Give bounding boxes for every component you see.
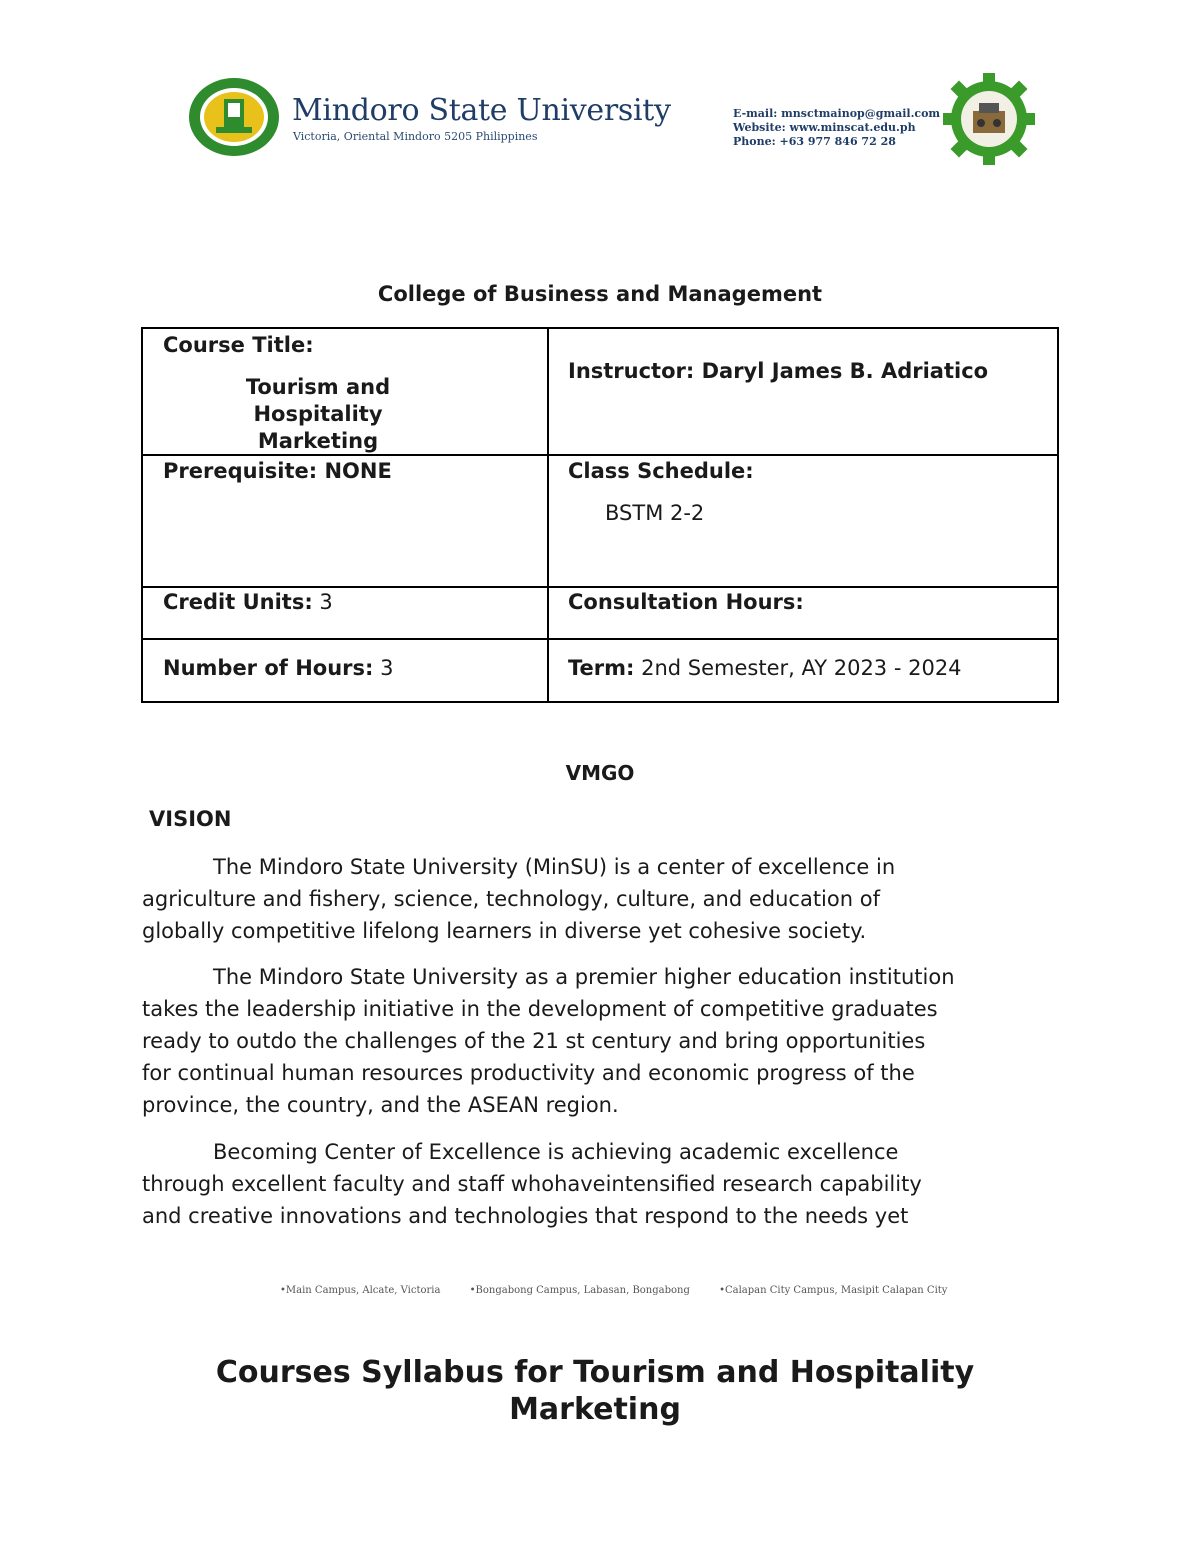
course-info-table [141, 327, 1059, 703]
vision-paragraph-1: The Mindoro State University (MinSU) is a center of excellence in agriculture and fishery, science, technology, culture, and education of globally competitive lifelong learners in diverse yet cohesive society. [142, 855, 896, 943]
contact-website: Website: www.minscat.edu.ph [733, 121, 916, 134]
vision-paragraph-3: Becoming Center of Excellence is achieving academic excellence through excellent faculty and staff whohaveintensified research capability and creative innovations and technologies that respond to the needs yet [142, 1140, 922, 1228]
campus-calapan: •Calapan City Campus, Masipit Calapan City [719, 1285, 948, 1296]
contact-info [733, 107, 940, 149]
prerequisite [163, 459, 392, 483]
campus-main: •Main Campus, Alcate, Victoria [280, 1285, 441, 1296]
class-schedule-label: Class Schedule: [568, 459, 754, 483]
term-value: 2nd Semester, AY 2023 - 2024 [641, 656, 962, 680]
university-address: Victoria, Oriental Mindoro 5205 Philippines [293, 130, 538, 143]
document-title: Courses Syllabus for Tourism and Hospitality Marketing [215, 1355, 975, 1427]
instructor-label: Instructor: [568, 359, 695, 383]
table-divider [143, 586, 1057, 588]
term [568, 656, 962, 680]
campus-bongabong: •Bongabong Campus, Labasan, Bongabong [469, 1285, 690, 1296]
class-schedule-value: BSTM 2-2 [605, 501, 705, 525]
credit-units-label: Credit Units: [163, 590, 313, 614]
credit-units-value: 3 [319, 590, 333, 614]
course-title-label: Course Title: [163, 333, 314, 357]
instructor-value: Daryl James B. Adriatico [701, 359, 989, 383]
instructor [568, 359, 988, 383]
table-divider [143, 638, 1057, 640]
vision-paragraph-2: The Mindoro State University as a premier higher education institution takes the leadership initiative in the development of competitive graduates ready to outdo the challenges of the 21 st century and bring opportunities for continual human resources productivity and economic progress of the province, the country, and the ASEAN region. [142, 965, 955, 1117]
vision-heading: VISION [149, 807, 232, 831]
consultation-hours-label: Consultation Hours: [568, 590, 804, 614]
term-label: Term: [568, 656, 635, 680]
prerequisite-label: Prerequisite: [163, 459, 318, 483]
college-gear-seal-icon [943, 73, 1035, 165]
prerequisite-value: NONE [324, 459, 392, 483]
campus-footer [280, 1285, 973, 1296]
vmgo-heading: VMGO [565, 761, 635, 785]
number-of-hours-label: Number of Hours: [163, 656, 374, 680]
credit-units [163, 590, 333, 614]
course-title-value: Tourism and Hospitality Marketing [245, 375, 391, 453]
university-name: Mindoro State University [292, 93, 671, 128]
contact-email: E-mail: mnsctmainop@gmail.com [733, 107, 941, 120]
college-title: College of Business and Management [377, 282, 823, 306]
number-of-hours-value: 3 [380, 656, 394, 680]
table-divider [547, 329, 549, 701]
university-seal-icon [188, 77, 280, 157]
number-of-hours [163, 656, 394, 680]
contact-phone: Phone: +63 977 846 72 28 [733, 135, 896, 148]
